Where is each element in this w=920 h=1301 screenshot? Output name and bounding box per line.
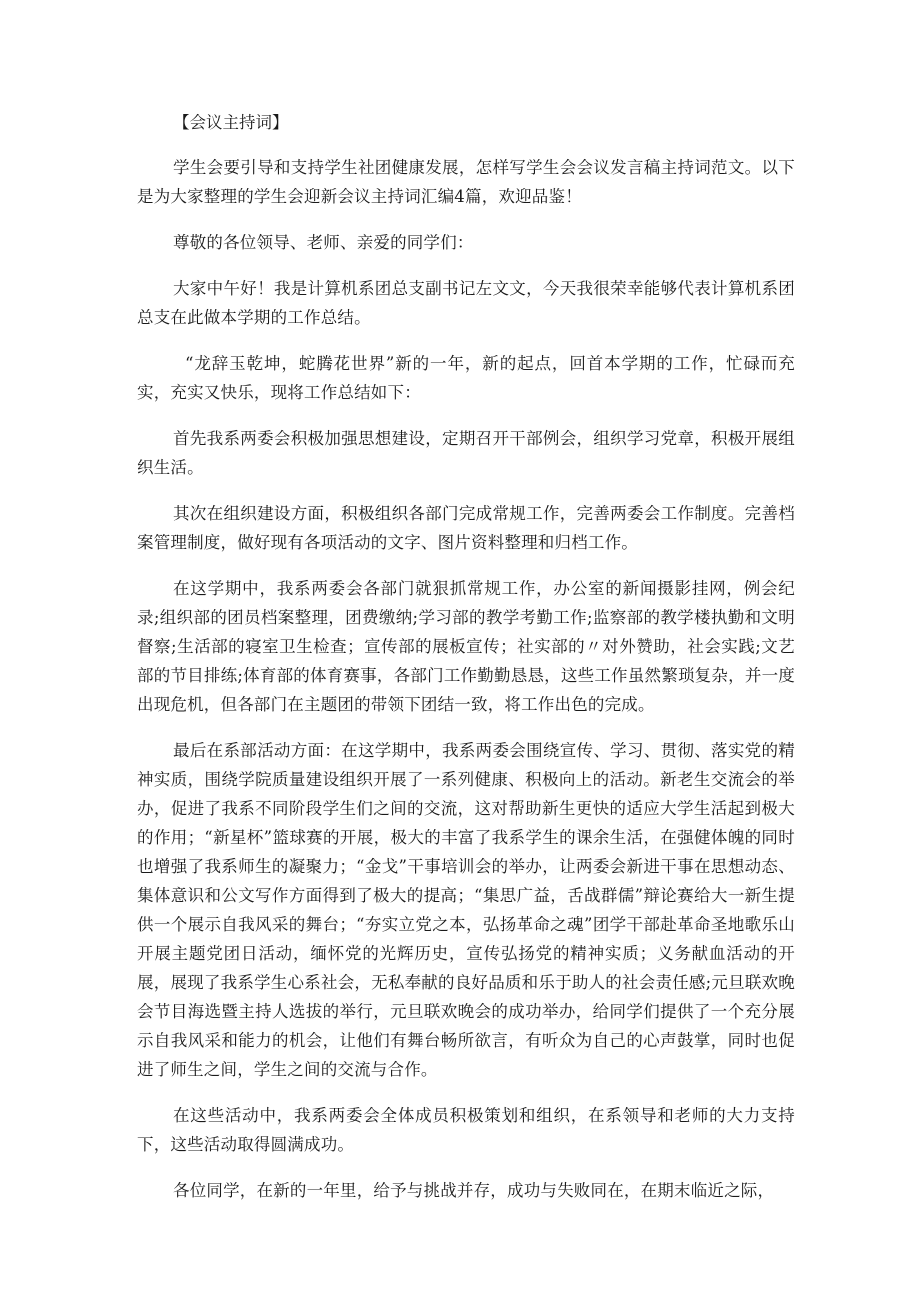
success-paragraph: 在这些活动中，我系两委会全体成员积极策划和组织，在系领导和老师的大力支持下，这些活动取得圆满成功。 [137, 1106, 795, 1154]
opening-quote-paragraph: “龙辞玉乾坤，蛇腾花世界”新的一年，新的起点，回首本学期的工作，忙碌而充实，充实又快乐，现将工作总结如下： [137, 354, 795, 402]
document-body [137, 108, 795, 1205]
intro-paragraph: 学生会要引导和支持学生社团健康发展，怎样写学生会会议发言稿主持词范文。以下是为大家整理的学生会迎新会议主持词汇编4篇，欢迎品鉴！ [137, 158, 795, 206]
closing-paragraph: 各位同学，在新的一年里，给予与挑战并存，成功与失败同在，在期末临近之际， [173, 1181, 775, 1200]
document-heading: 【会议主持词】 [173, 113, 289, 132]
ideology-paragraph: 首先我系两委会积极加强思想建设，定期召开干部例会，组织学习党章，积极开展组织生活。 [137, 429, 795, 477]
routine-work-paragraph: 在这学期中，我系两委会各部门就狠抓常规工作，办公室的新闻摄影挂网，例会纪录;组织部的团员档案整理，团费缴纳;学习部的教学考勤工作;监察部的教学楼执勤和文明督察;生活部的寝室卫生检查；宣传部的展板宣传；社实部的〃对外赞助，社会实践;文艺部的节目排练;体育部的体育赛事，各部门工作勤勤恳恳，这些工作虽然繁琐复杂，并一度出现危机，但各部门在主题团的带领下团结一致，将工作出色的完成。 [137, 579, 795, 714]
greeting-paragraph: 大家中午好！我是计算机系团总支副书记左文文，今天我很荣幸能够代表计算机系团总支在此做本学期的工作总结。 [137, 279, 795, 327]
salutation-paragraph: 尊敬的各位领导、老师、亲爱的同学们： [173, 233, 474, 252]
activities-paragraph: 最后在系部活动方面：在这学期中，我系两委会围绕宣传、学习、贯彻、落实党的精神实质，围绕学院质量建设组织开展了一系列健康、积极向上的活动。新老生交流会的举办，促进了我系不同阶段学生们之间的交流，这对帮助新生更快的适应大学生活起到极大的作用；“新星杯”篮球赛的开展，极大的丰富了我系学生的课余生活，在强健体魄的同时也增强了我系师生的凝聚力；“金戈”干事培训会的举办，让两委会新进干事在思想动态、集体意识和公文写作方面得到了极大的提高；“集思广益，舌战群儒”辩论赛给大一新生提供一个展示自我风采的舞台；“夯实立党之本，弘扬革命之魂”团学干部赴革命圣地歌乐山开展主题党团日活动，缅怀党的光辉历史，宣传弘扬党的精神实质；义务献血活动的开展，展现了我系学生心系社会，无私奉献的良好品质和乐于助人的社会责任感;元旦联欢晚会节目海选暨主持人选拔的举行，元旦联欢晚会的成功举办，给同学们提供了一个充分展示自我风采和能力的机会，让他们有舞台畅所欲言，有听众为自己的心声鼓掌，同时也促进了师生之间，学生之间的交流与合作。 [137, 741, 795, 1079]
organization-paragraph: 其次在组织建设方面，积极组织各部门完成常规工作，完善两委会工作制度。完善档案管理制度，做好现有各项活动的文字、图片资料整理和归档工作。 [137, 504, 795, 552]
